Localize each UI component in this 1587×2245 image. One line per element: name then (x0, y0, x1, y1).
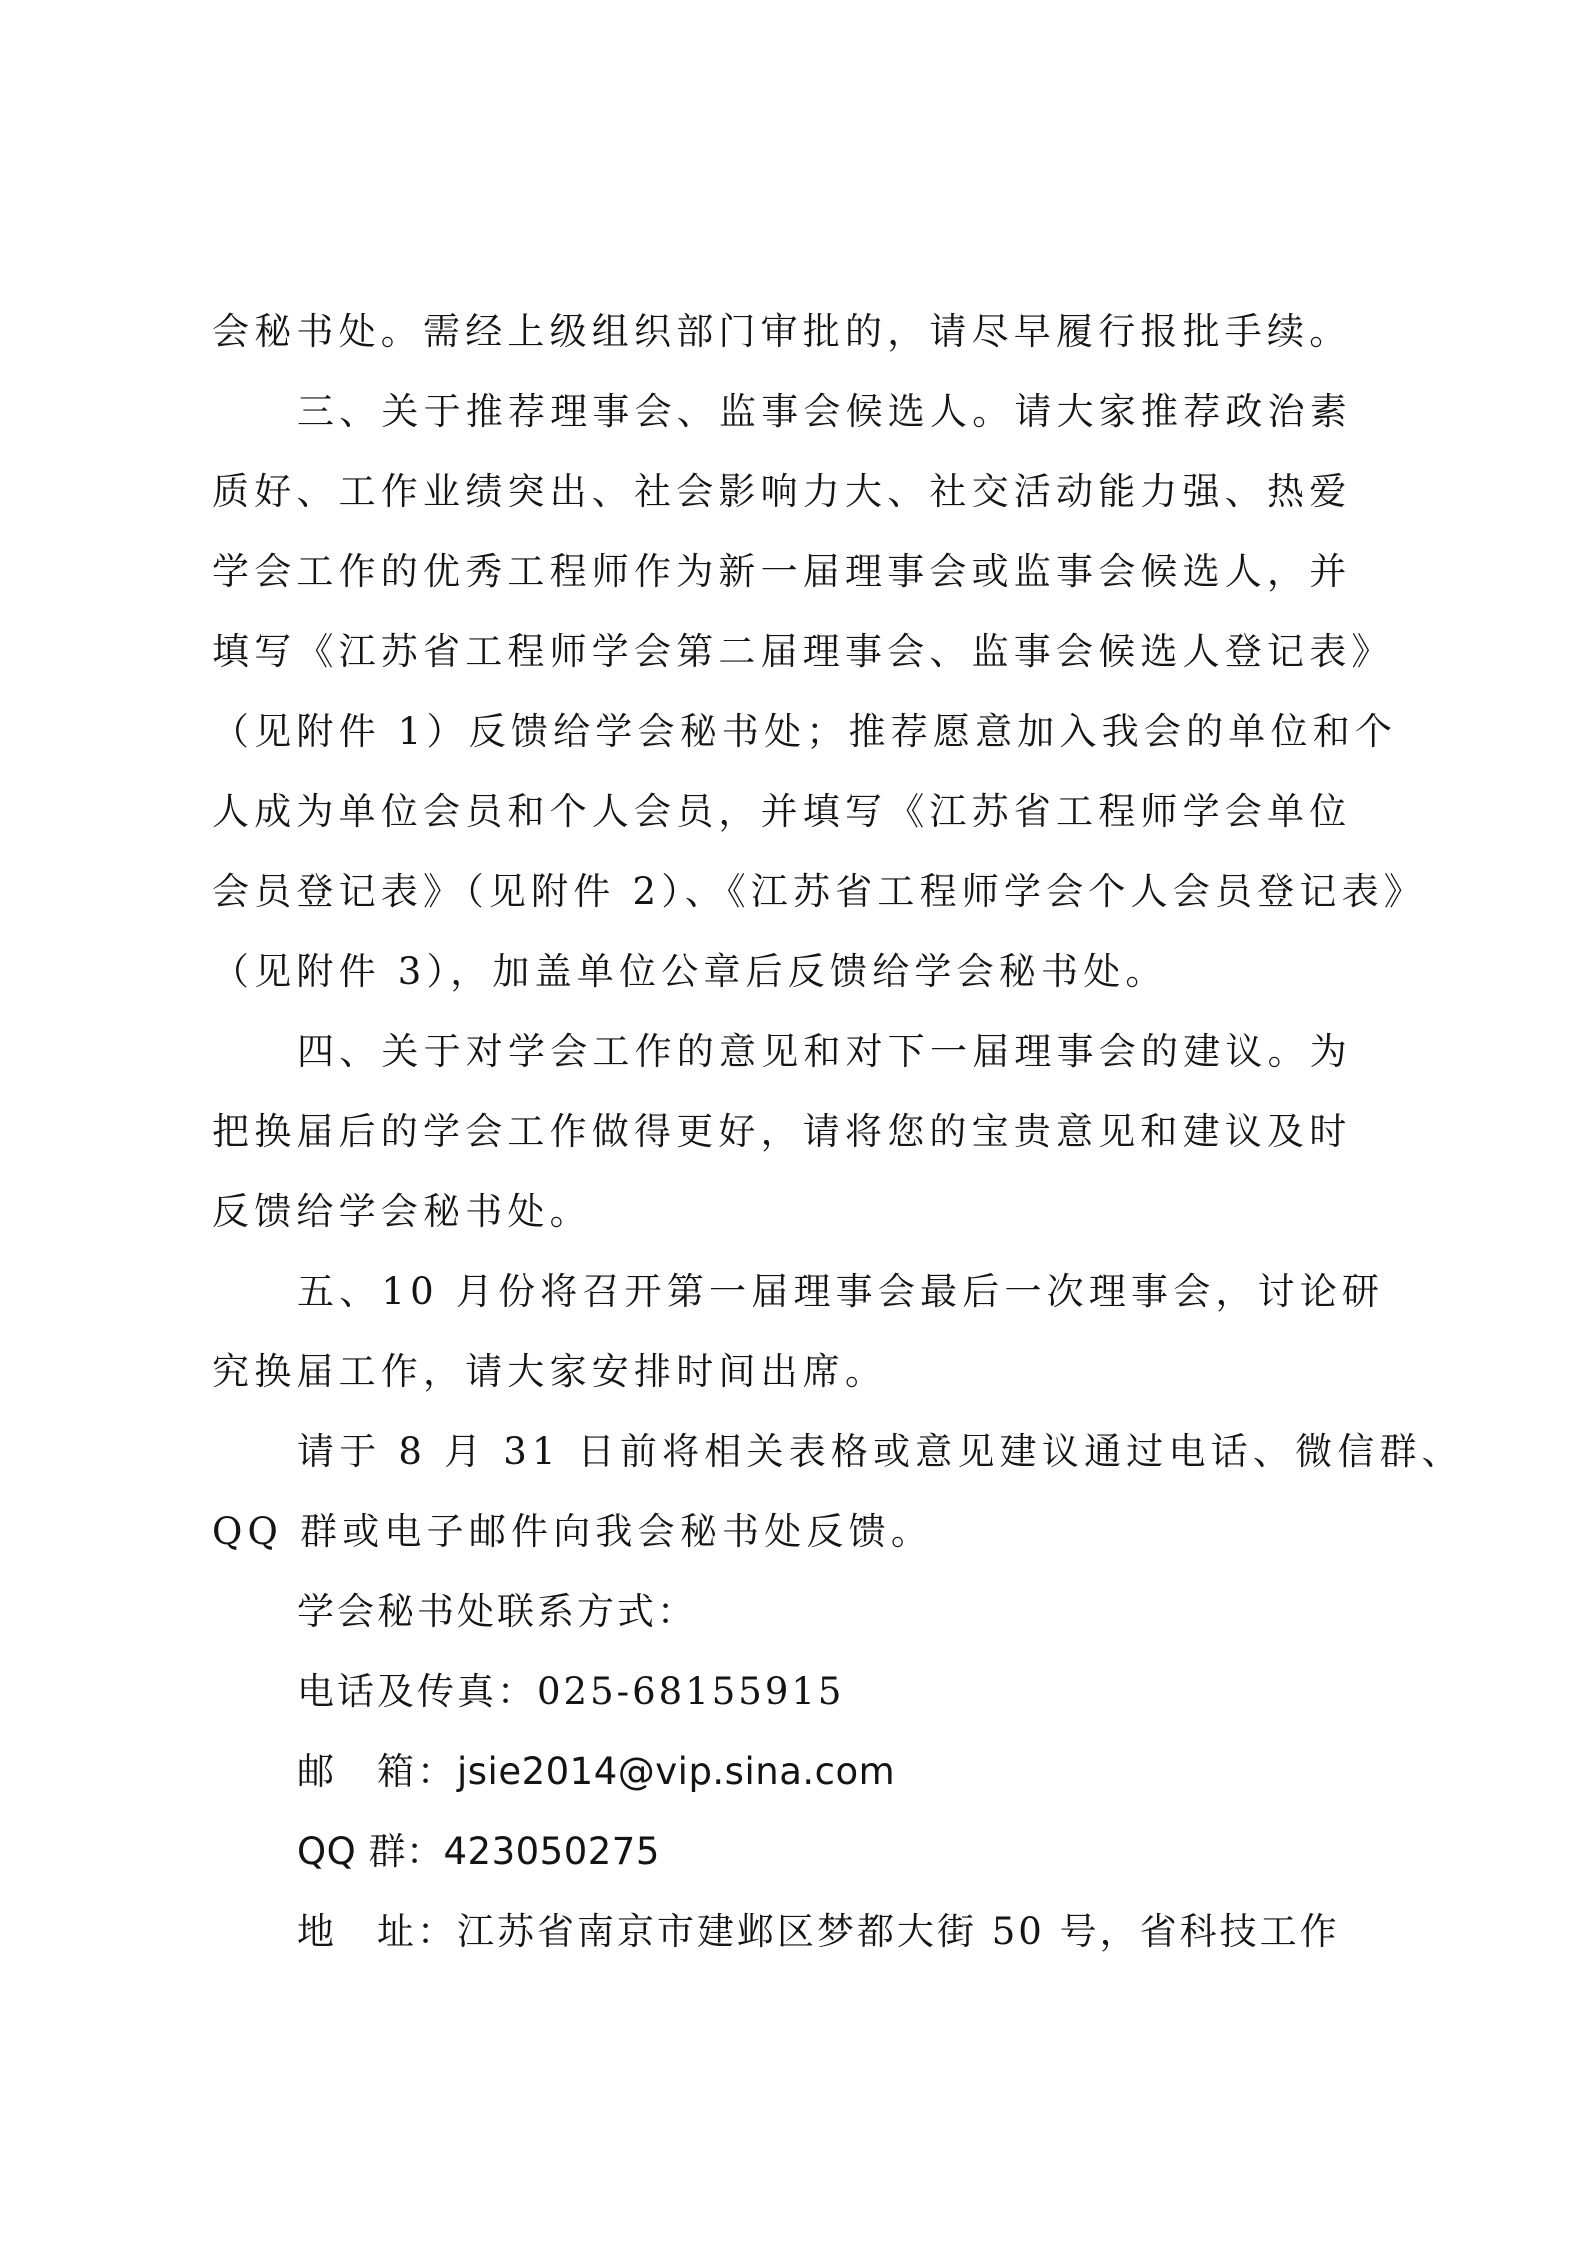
email-label: 邮 箱： (297, 1750, 457, 1793)
section-four-heading-line: 四、关于对学会工作的意见和对下一届理事会的建议。为 (297, 1030, 1352, 1073)
paragraph-line: 反馈给学会秘书处。 (212, 1190, 592, 1233)
contact-address-row (297, 1902, 1472, 1962)
contact-heading: 学会秘书处联系方式： (297, 1590, 697, 1633)
paragraph-line: 学会工作的优秀工程师作为新一届理事会或监事会候选人，并 (212, 550, 1352, 593)
paragraph-line: 会员登记表》（见附件 2）、《江苏省工程师学会个人会员登记表》 (212, 870, 1426, 913)
qq-label: QQ 群： (297, 1830, 444, 1873)
deadline-line: 请于 8 月 31 日前将相关表格或意见建议通过电话、微信群、 (297, 1430, 1464, 1473)
address-value: 江苏省南京市建邺区梦都大街 50 号，省科技工作 (457, 1910, 1340, 1953)
contact-email-row (297, 1742, 1472, 1802)
paragraph-line: 填写《江苏省工程师学会第二届理事会、监事会候选人登记表》 (212, 630, 1394, 673)
email-value: jsie2014@vip.sina.com (457, 1750, 896, 1793)
paragraph-line: 质好、工作业绩突出、社会影响力大、社交活动能力强、热爱 (212, 470, 1352, 513)
section-five-heading-line: 五、10 月份将召开第一届理事会最后一次理事会，讨论研 (297, 1270, 1385, 1313)
qq-value: 423050275 (443, 1830, 660, 1873)
contact-phone-row (297, 1662, 1472, 1722)
address-label: 地 址： (297, 1910, 457, 1953)
section-three-heading-line: 三、关于推荐理事会、监事会候选人。请大家推荐政治素 (297, 390, 1352, 433)
contact-qq-row (297, 1822, 1472, 1882)
paragraph-line: QQ 群或电子邮件向我会秘书处反馈。 (212, 1510, 934, 1553)
paragraph-line: 把换届后的学会工作做得更好，请将您的宝贵意见和建议及时 (212, 1110, 1352, 1153)
phone-label: 电话及传真： (297, 1670, 537, 1713)
paragraph-line: （见附件 1）反馈给学会秘书处；推荐愿意加入我会的单位和个 (212, 710, 1398, 753)
paragraph-line: 究换届工作，请大家安排时间出席。 (212, 1350, 888, 1393)
paragraph-line: 人成为单位会员和个人会员，并填写《江苏省工程师学会单位 (212, 790, 1352, 833)
paragraph-line: （见附件 3），加盖单位公章后反馈给学会秘书处。 (212, 950, 1168, 993)
paragraph-line: 会秘书处。需经上级组织部门审批的，请尽早履行报批手续。 (212, 310, 1352, 353)
phone-value: 025-68155915 (537, 1670, 845, 1713)
